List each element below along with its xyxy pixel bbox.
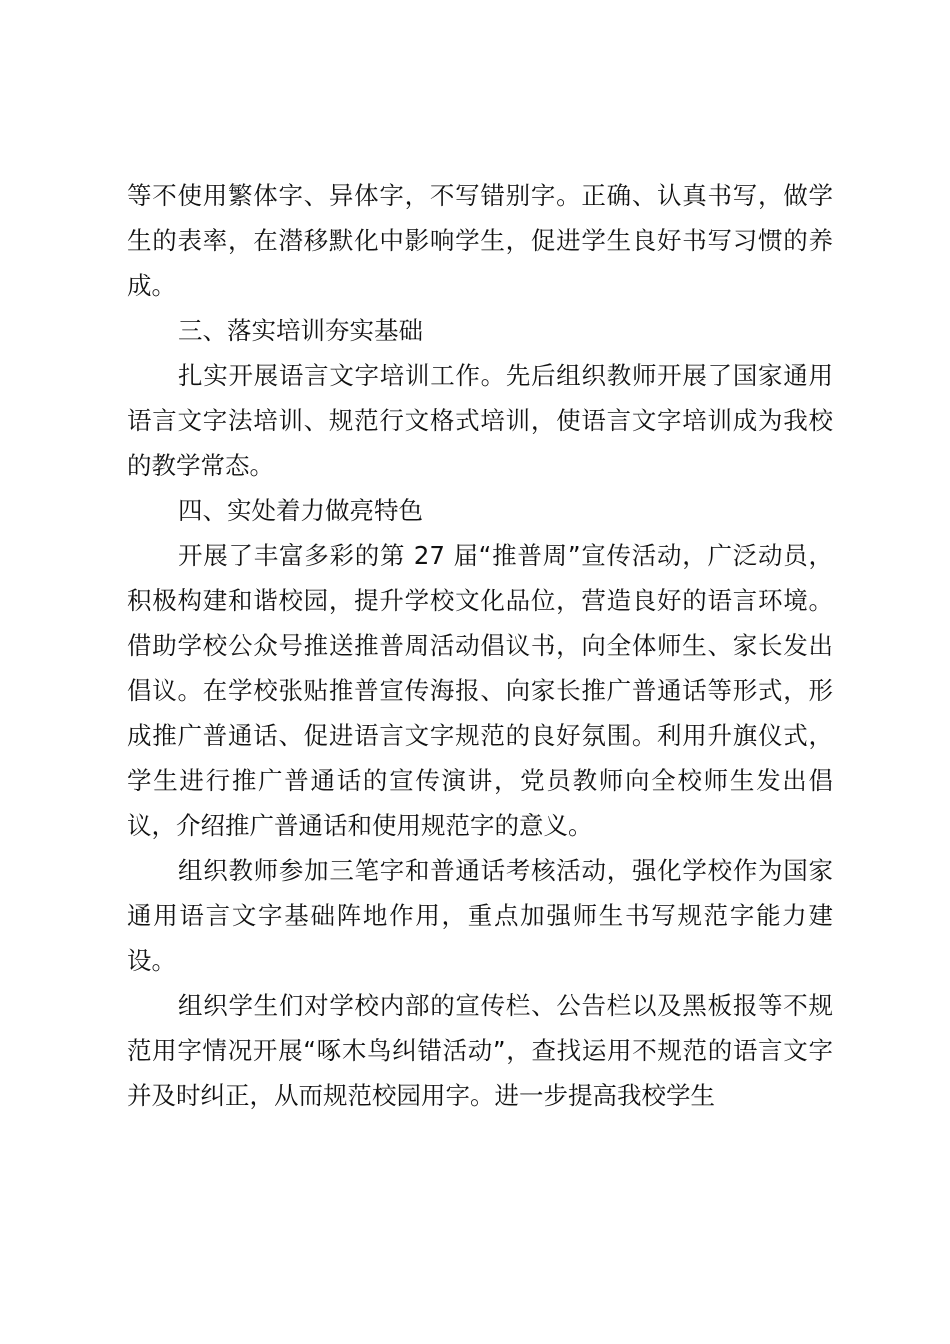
paragraph-training: 扎实开展语言文字培训工作。先后组织教师开展了国家通用语言文字法培训、规范行文格式培训，使语言文字培训成为我校的教学常态。	[127, 361, 833, 480]
section-heading-three: 三、落实培训夯实基础	[178, 316, 423, 345]
paragraph-teacher-assessment: 组织教师参加三笔字和普通话考核活动，强化学校作为国家通用语言文字基础阵地作用，重点加强师生书写规范字能力建设。	[127, 856, 833, 975]
paragraph-continuation: 等不使用繁体字、异体字，不写错别字。正确、认真书写，做学生的表率，在潜移默化中影响学生，促进学生良好书写习惯的养成。	[127, 181, 833, 300]
paragraph-promotion-week: 开展了丰富多彩的第 27 届“推普周”宣传活动，广泛动员，积极构建和谐校园，提升学校文化品位，营造良好的语言环境。借助学校公众号推送推普周活动倡议书，向全体师生、家长发出倡议。在学校张贴推普宣传海报、向家长推广普通话等形式，形成推广普通话、促进语言文字规范的良好氛围。利用升旗仪式，学生进行推广普通话的宣传演讲，党员教师向全校师生发出倡议，介绍推广普通话和使用规范字的意义。	[127, 541, 833, 840]
paragraph-woodpecker-activity: 组织学生们对学校内部的宣传栏、公告栏以及黑板报等不规范用字情况开展“啄木鸟纠错活动”，查找运用不规范的语言文字并及时纠正，从而规范校园用字。进一步提高我校学生	[127, 991, 833, 1110]
document-body	[127, 173, 833, 1118]
section-heading-four: 四、实处着力做亮特色	[178, 496, 423, 525]
